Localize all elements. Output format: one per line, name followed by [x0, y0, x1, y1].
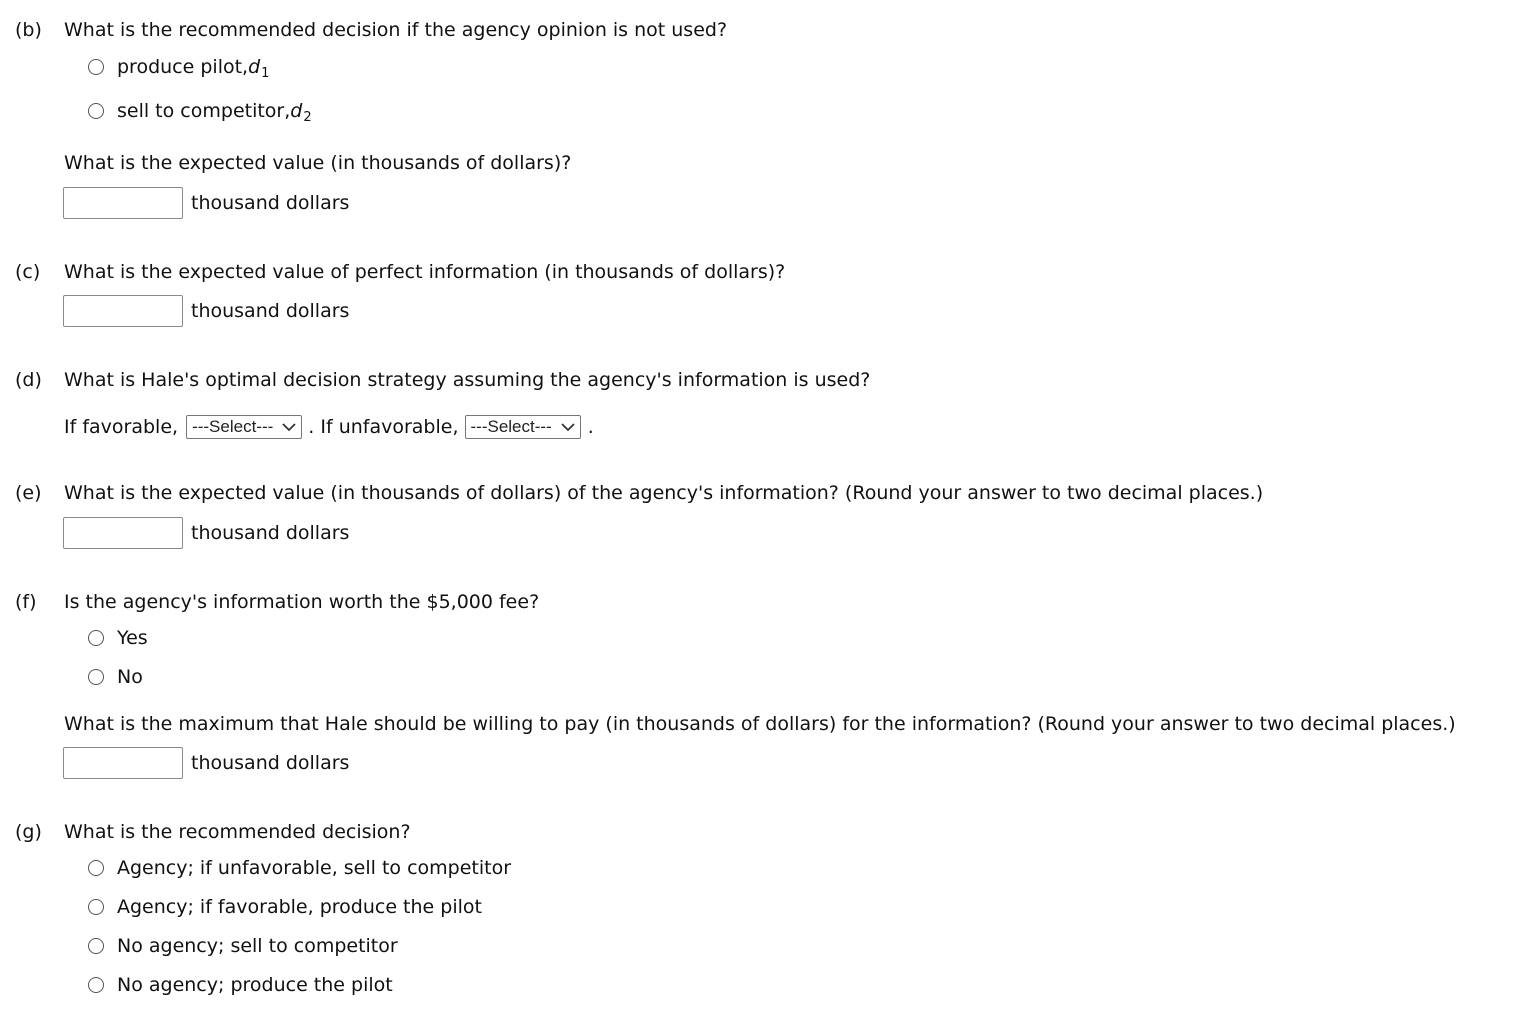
option-label: Agency; if favorable, produce the pilot	[117, 896, 482, 918]
radio-button[interactable]	[88, 977, 104, 993]
favorable-decision-select[interactable]	[186, 415, 302, 439]
part-c-answer-row	[63, 295, 349, 327]
unit-label: thousand dollars	[191, 192, 350, 214]
select-value: ---Select---	[192, 417, 274, 436]
option-variable: d	[248, 56, 261, 78]
option-label: No agency; produce the pilot	[117, 974, 393, 996]
part-g-option-3[interactable]	[88, 934, 398, 958]
part-f-option-yes[interactable]	[88, 626, 148, 650]
part-e-answer-row	[63, 517, 349, 549]
part-b-label: (b)	[15, 19, 42, 41]
option-subscript: 2	[303, 109, 312, 125]
part-f-max-pay-input[interactable]	[63, 747, 183, 779]
part-d-question: What is Hale's optimal decision strategy assuming the agency's information is used?	[64, 369, 871, 391]
part-f-question: Is the agency's information worth the $5,000 fee?	[64, 591, 540, 613]
part-e-agency-value-input[interactable]	[63, 517, 183, 549]
part-e-question: What is the expected value (in thousands of dollars) of the agency's information? (Round your answer to two decimal places.)	[64, 482, 1264, 504]
part-f-label: (f)	[15, 591, 37, 613]
part-f-option-no[interactable]	[88, 665, 143, 689]
radio-button[interactable]	[88, 103, 104, 119]
radio-button[interactable]	[88, 630, 104, 646]
end-punctuation: .	[587, 416, 594, 438]
radio-button[interactable]	[88, 938, 104, 954]
option-variable: d	[290, 100, 303, 122]
part-g-option-4[interactable]	[88, 973, 393, 997]
part-c-evpi-input[interactable]	[63, 295, 183, 327]
part-b-followup: What is the expected value (in thousands of dollars)?	[64, 152, 572, 174]
option-subscript: 1	[261, 65, 270, 81]
chevron-down-icon	[277, 416, 301, 438]
part-d-strategy-row	[64, 413, 594, 441]
chevron-down-icon	[556, 416, 580, 438]
option-label: Agency; if unfavorable, sell to competitor	[117, 857, 512, 879]
part-d-label: (d)	[15, 369, 42, 391]
part-b-option-sell-to-competitor[interactable]	[88, 99, 312, 123]
unit-label: thousand dollars	[191, 752, 350, 774]
part-b-question: What is the recommended decision if the agency opinion is not used?	[64, 19, 728, 41]
part-c-question: What is the expected value of perfect information (in thousands of dollars)?	[64, 261, 786, 283]
option-label: No agency; sell to competitor	[117, 935, 398, 957]
option-label: produce pilot,	[117, 56, 249, 78]
part-e-label: (e)	[15, 482, 42, 504]
part-b-answer-row	[63, 187, 349, 219]
part-f-answer-row	[63, 747, 349, 779]
option-label: Yes	[117, 627, 148, 649]
radio-button[interactable]	[88, 59, 104, 75]
radio-button[interactable]	[88, 860, 104, 876]
part-g-option-2[interactable]	[88, 895, 482, 919]
part-b-option-produce-pilot[interactable]	[88, 55, 269, 79]
part-c-label: (c)	[15, 261, 41, 283]
select-value: ---Select---	[470, 417, 552, 436]
part-g-label: (g)	[15, 821, 42, 843]
radio-button[interactable]	[88, 899, 104, 915]
part-f-followup: What is the maximum that Hale should be willing to pay (in thousands of dollars) for the information? (Round your answer to two decimal places.)	[64, 713, 1456, 735]
radio-button[interactable]	[88, 669, 104, 685]
option-label: sell to competitor,	[117, 100, 291, 122]
unfavorable-decision-select[interactable]	[465, 415, 581, 439]
unit-label: thousand dollars	[191, 300, 350, 322]
favorable-label: If favorable,	[64, 416, 179, 438]
part-g-option-1[interactable]	[88, 856, 511, 880]
option-label: No	[117, 666, 143, 688]
part-g-question: What is the recommended decision?	[64, 821, 411, 843]
part-b-expected-value-input[interactable]	[63, 187, 183, 219]
unit-label: thousand dollars	[191, 522, 350, 544]
unfavorable-label: . If unfavorable,	[308, 416, 459, 438]
